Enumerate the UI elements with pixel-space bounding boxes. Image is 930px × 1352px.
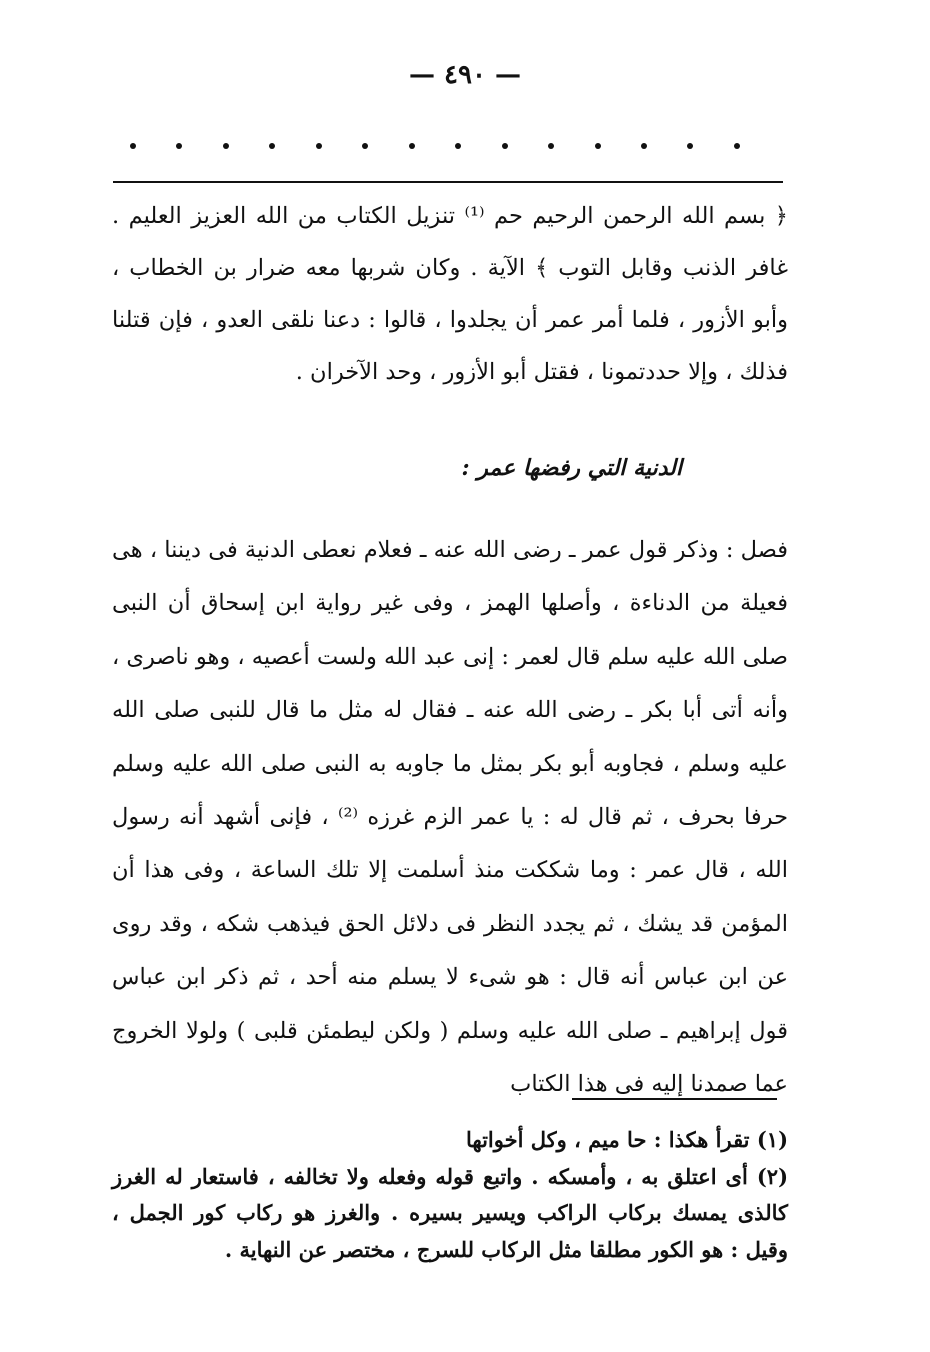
ornamental-dots-divider [130,138,740,154]
paragraph-text: فصل : وذكر قول عمر ـ رضى الله عنه ـ فعلام نعطى الدنية فى ديننا ، هى فعيلة من الدناءة ، وأصلها الهمز ، وفى غير رواية ابن إسحاق أن النبى صلى الله عليه سلم قال لعمر : إنى عبد الله ولست أعصيه ، وهو ناصرى ، وأنه أتى أبا بكر ـ رضى الله عنه ـ فقال له مثل ما قال للنبى صلى الله عليه وسلم ، فجاوبه أبو بكر بمثل ما جاوبه به النبى صلى الله عليه وسلم حرفا بحرف ، ثم قال له : يا عمر الزم غرزه ⁽²⁾ ، فإنى أشهد أنه رسول الله ، قال عمر : وما شككت منذ أسلمت إلا تلك الساعة ، وفى هذا أن المؤمن قد يشك ، ثم يجدد النظر فى دلائل الحق فيذهب شكه ، وقد روى عن ابن عباس أنه قال : هو شىء لا يسلم منه أحد ، ثم ذكر ابن عباس قول إبراهيم ـ صلى الله عليه وسلم ( ولكن ليطمئن قلبى ) ولولا الخروج عما صمدنا إليه فى هذا الكتاب [112,537,788,1098]
page-number: — ٤٩٠ — [408,60,522,90]
paragraph-text: ﴿ بسم الله الرحمن الرحيم حم ⁽¹⁾ تنزيل الكتاب من الله العزيز العليم . غافر الذنب وقابل التوب ﴾ الآية . وكان شربها معه ضرار بن الخطاب ، وأبو الأزور ، فلما أمر عمر أن يجلدوا ، قالوا : دعنا نلقى العدو ، فإن قتلنا فذلك ، وإلا حددتمونا ، فقتل أبو الأزور ، وحد الآخران . [112,203,788,385]
paragraph-fasl [112,524,788,1111]
footnote-1: (١) تقرأ هكذا : حا ميم ، وكل أخواتها [466,1127,788,1152]
footnote-2: (٢) أى اعتلق به ، وأمسكه . واتبع قوله وفعله ولا تخالفه ، فاستعار له الغرز كالذى يمسك بركاب الراكب ويسير بسيره . والغرز هو ركاب كور الجمل ، وقيل : هو الكور مطلقا مثل الركاب للسرج ، مختصر عن النهاية . [112,1163,788,1262]
footnote-rule [572,1098,777,1100]
header-rule [113,181,783,183]
section-subheading: الدنية التي رفضها عمر : [461,455,682,481]
footnotes [112,1122,788,1268]
paragraph-continuation [112,190,788,398]
